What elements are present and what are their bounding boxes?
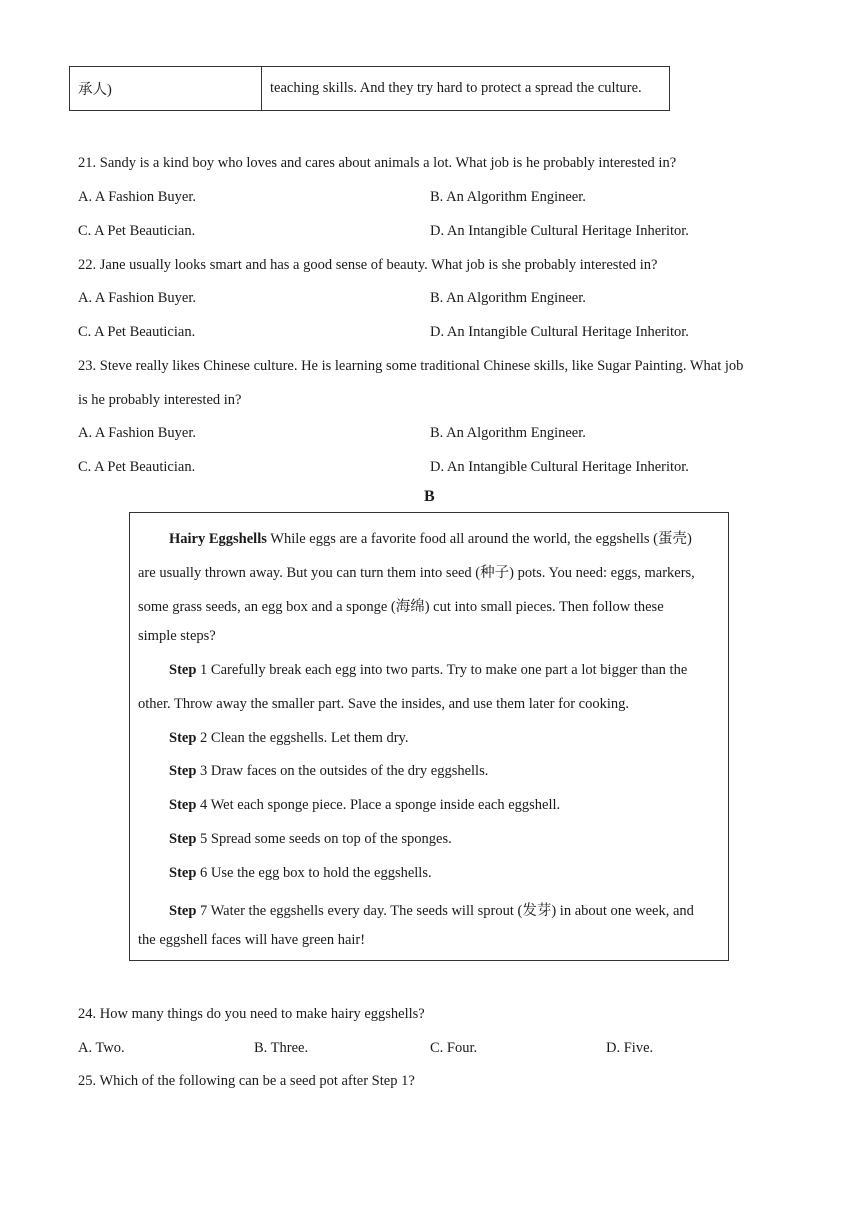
q24-option-b[interactable]: B. Three. <box>254 1040 309 1056</box>
q22-option-c[interactable]: C. A Pet Beautician. <box>78 324 196 340</box>
q23-option-c[interactable]: C. A Pet Beautician. <box>78 459 196 475</box>
table-cell: 承人) <box>70 67 262 111</box>
step-5 <box>169 831 452 848</box>
step-text: 6 Use the egg box to hold the eggshells. <box>196 865 432 881</box>
q21-option-c[interactable]: C. A Pet Beautician. <box>78 223 196 239</box>
step-label: Step <box>169 662 197 678</box>
step-label: Step <box>169 797 197 813</box>
passage-text: some grass seeds, an egg box and a sponge (海绵) cut into small pieces. Then follow these <box>138 599 664 615</box>
step-text: 7 Water the eggshells every day. The seeds will sprout (发芽) in about one week, and <box>196 903 694 919</box>
q22-option-d[interactable]: D. An Intangible Cultural Heritage Inheritor. <box>430 324 689 340</box>
step-text: the eggshell faces will have green hair! <box>138 932 366 948</box>
step-6 <box>169 865 432 882</box>
question-23-line1: 23. Steve really likes Chinese culture. He is learning some traditional Chinese skills, like Sugar Painting. What job <box>78 358 744 374</box>
passage-text: simple steps? <box>138 628 216 644</box>
info-table <box>69 66 670 111</box>
step-text: 4 Wet each sponge piece. Place a sponge inside each eggshell. <box>196 797 561 813</box>
q24-option-c[interactable]: C. Four. <box>430 1040 478 1056</box>
step-3 <box>169 763 488 780</box>
question-25: 25. Which of the following can be a seed pot after Step 1? <box>78 1073 415 1089</box>
passage-title: Hairy Eggshells <box>169 531 267 547</box>
question-22: 22. Jane usually looks smart and has a good sense of beauty. What job is she probably interested in? <box>78 257 658 273</box>
q21-option-b[interactable]: B. An Algorithm Engineer. <box>430 189 586 205</box>
step-text: 5 Spread some seeds on top of the sponges. <box>196 831 452 847</box>
q22-option-b[interactable]: B. An Algorithm Engineer. <box>430 290 586 306</box>
q23-option-a[interactable]: A. A Fashion Buyer. <box>78 425 197 441</box>
passage-intro-line <box>169 527 692 548</box>
table-cell: teaching skills. And they try hard to protect a spread the culture. <box>262 67 670 111</box>
question-24: 24. How many things do you need to make hairy eggshells? <box>78 1006 425 1022</box>
step-text: other. Throw away the smaller part. Save the insides, and use them later for cooking. <box>138 696 629 712</box>
table-row <box>70 67 670 111</box>
q21-option-d[interactable]: D. An Intangible Cultural Heritage Inheritor. <box>430 223 689 239</box>
passage-text: are usually thrown away. But you can turn them into seed (种子) pots. You need: eggs, markers, <box>138 565 695 581</box>
q24-option-d[interactable]: D. Five. <box>606 1040 654 1056</box>
section-heading: B <box>424 488 435 505</box>
step-label: Step <box>169 831 197 847</box>
q23-option-d[interactable]: D. An Intangible Cultural Heritage Inheritor. <box>430 459 689 475</box>
q24-option-a[interactable]: A. Two. <box>78 1040 125 1056</box>
step-label: Step <box>169 763 197 779</box>
step-label: Step <box>169 865 197 881</box>
step-7 <box>169 899 694 920</box>
question-23-line2: is he probably interested in? <box>78 392 242 408</box>
step-text: 3 Draw faces on the outsides of the dry eggshells. <box>196 763 489 779</box>
passage-text: While eggs are a favorite food all around the world, the eggshells (蛋壳) <box>266 531 692 547</box>
step-2 <box>169 730 408 747</box>
step-text: 1 Carefully break each egg into two parts. Try to make one part a lot bigger than the <box>196 662 688 678</box>
question-21: 21. Sandy is a kind boy who loves and cares about animals a lot. What job is he probably interested in? <box>78 155 677 171</box>
step-1 <box>169 662 687 679</box>
q22-option-a[interactable]: A. A Fashion Buyer. <box>78 290 197 306</box>
step-text: 2 Clean the eggshells. Let them dry. <box>196 730 409 746</box>
q23-option-b[interactable]: B. An Algorithm Engineer. <box>430 425 586 441</box>
step-label: Step <box>169 730 197 746</box>
step-label: Step <box>169 903 197 919</box>
passage-box <box>129 512 729 961</box>
step-4 <box>169 797 560 814</box>
q21-option-a[interactable]: A. A Fashion Buyer. <box>78 189 197 205</box>
